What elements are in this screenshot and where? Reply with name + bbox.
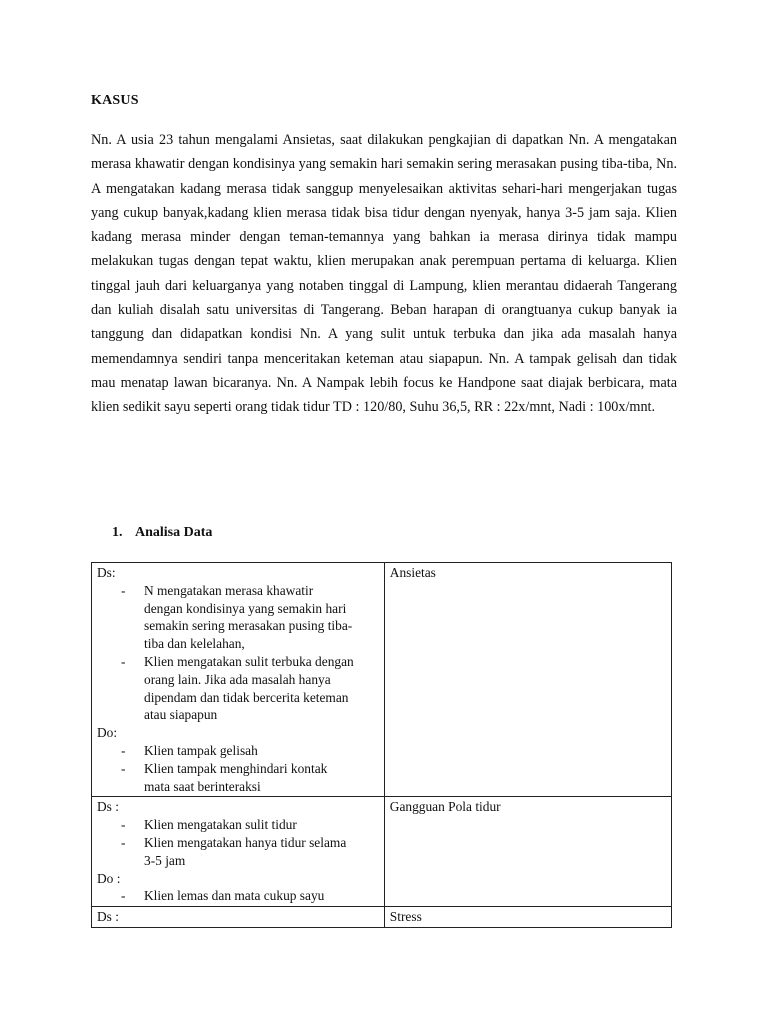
section-number: 1.: [112, 525, 123, 540]
problem-label: Gangguan Pola tidur: [389, 799, 501, 815]
list-item-text: Klien tampak menghindari kontak mata saat berinteraksi: [144, 760, 328, 794]
data-cell: [92, 563, 385, 797]
data-cell: [92, 907, 385, 928]
ds-list: [97, 582, 380, 724]
list-item: - Klien lemas dan mata cukup sayu: [121, 888, 325, 904]
ds-label: Ds :: [97, 799, 119, 815]
section-title-text: Analisa Data: [135, 525, 213, 540]
list-item-text: Klien lemas dan mata cukup sayu: [144, 888, 325, 904]
list-item: - Klien tampak menghindari kontak mata saat berinteraksi: [121, 760, 328, 794]
list-item-text: N mengatakan merasa khawatir dengan kondisinya yang semakin hari semakin sering merasakan pusing tiba- tiba dan kelelahan,: [144, 582, 353, 652]
section-title: [112, 525, 212, 541]
table-row: [92, 907, 672, 928]
list-item: - Klien mengatakan hanya tidur selama 3-5 jam: [121, 834, 347, 868]
case-heading: KASUS: [91, 93, 139, 108]
do-label: Do:: [97, 725, 118, 741]
problem-label: Ansietas: [389, 565, 436, 580]
problem-label: Stress: [389, 909, 422, 925]
data-cell: [92, 797, 385, 907]
problem-cell: [384, 563, 671, 797]
list-item: - Klien mengatakan sulit terbuka dengan orang lain. Jika ada masalah hanya dipendam dan tidak bercerita keteman atau siapapun: [121, 653, 354, 723]
do-list: [97, 742, 380, 795]
list-item-text: Klien mengatakan hanya tidur selama 3-5 jam: [144, 834, 347, 868]
analysis-table: [91, 562, 672, 928]
list-item: - N mengatakan merasa khawatir dengan kondisinya yang semakin hari semakin sering merasakan pusing tiba- tiba dan kelelahan,: [121, 582, 353, 652]
do-label: Do :: [97, 870, 121, 886]
ds-label: Ds :: [97, 909, 119, 925]
list-item: - Klien tampak gelisah: [121, 742, 258, 758]
list-item-text: Klien tampak gelisah: [144, 742, 258, 758]
ds-list: [97, 816, 380, 869]
list-item-text: Klien mengatakan sulit terbuka dengan orang lain. Jika ada masalah hanya dipendam dan tidak bercerita keteman atau siapapun: [144, 653, 354, 723]
problem-cell: [384, 907, 671, 928]
do-list: [97, 887, 380, 905]
ds-label: Ds:: [97, 565, 116, 580]
list-item: - Klien mengatakan sulit tidur: [121, 817, 297, 833]
table-row: [92, 563, 672, 797]
table-row: [92, 797, 672, 907]
problem-cell: [384, 797, 671, 907]
case-description: Nn. A usia 23 tahun mengalami Ansietas, saat dilakukan pengkajian di dapatkan Nn. A mengatakan merasa khawatir dengan kondisinya yang semakin hari semakin sering merasakan pusing tiba-tiba, Nn. A mengatakan kadang merasa tidak sanggup menyelesaikan aktivitas sehari-hari mengerjakan tugas yang cukup banyak,kadang klien merasa tidak bisa tidur dengan nyenyak, hanya 3-5 jam saja. Klien kadang merasa minder dengan teman-temannya yang bahkan ia merasa dirinya tidak mampu melakukan tugas dengan tepat waktu, klien merupakan anak perempuan pertama di keluarga. Klien tinggal jauh dari keluarganya yang notaben tinggal di Lampung, klien merantau didaerah Tangerang dan kuliah disalah satu universitas di Tangerang. Beban harapan di orangtuanya cukup banyak ia tanggung dan didapatkan kondisi Nn. A yang sulit untuk terbuka dan jika ada masalah hanya memendamnya sendiri tanpa menceritakan keteman atau siapapun. Nn. A tampak gelisah dan tidak mau menatap lawan bicaranya. Nn. A Nampak lebih focus ke Handpone saat diajak berbicara, mata klien sedikit sayu seperti orang tidak tidur TD : 120/80, Suhu 36,5, RR : 22x/mnt, Nadi : 100x/mnt.: [91, 132, 677, 416]
list-item-text: Klien mengatakan sulit tidur: [144, 817, 297, 833]
